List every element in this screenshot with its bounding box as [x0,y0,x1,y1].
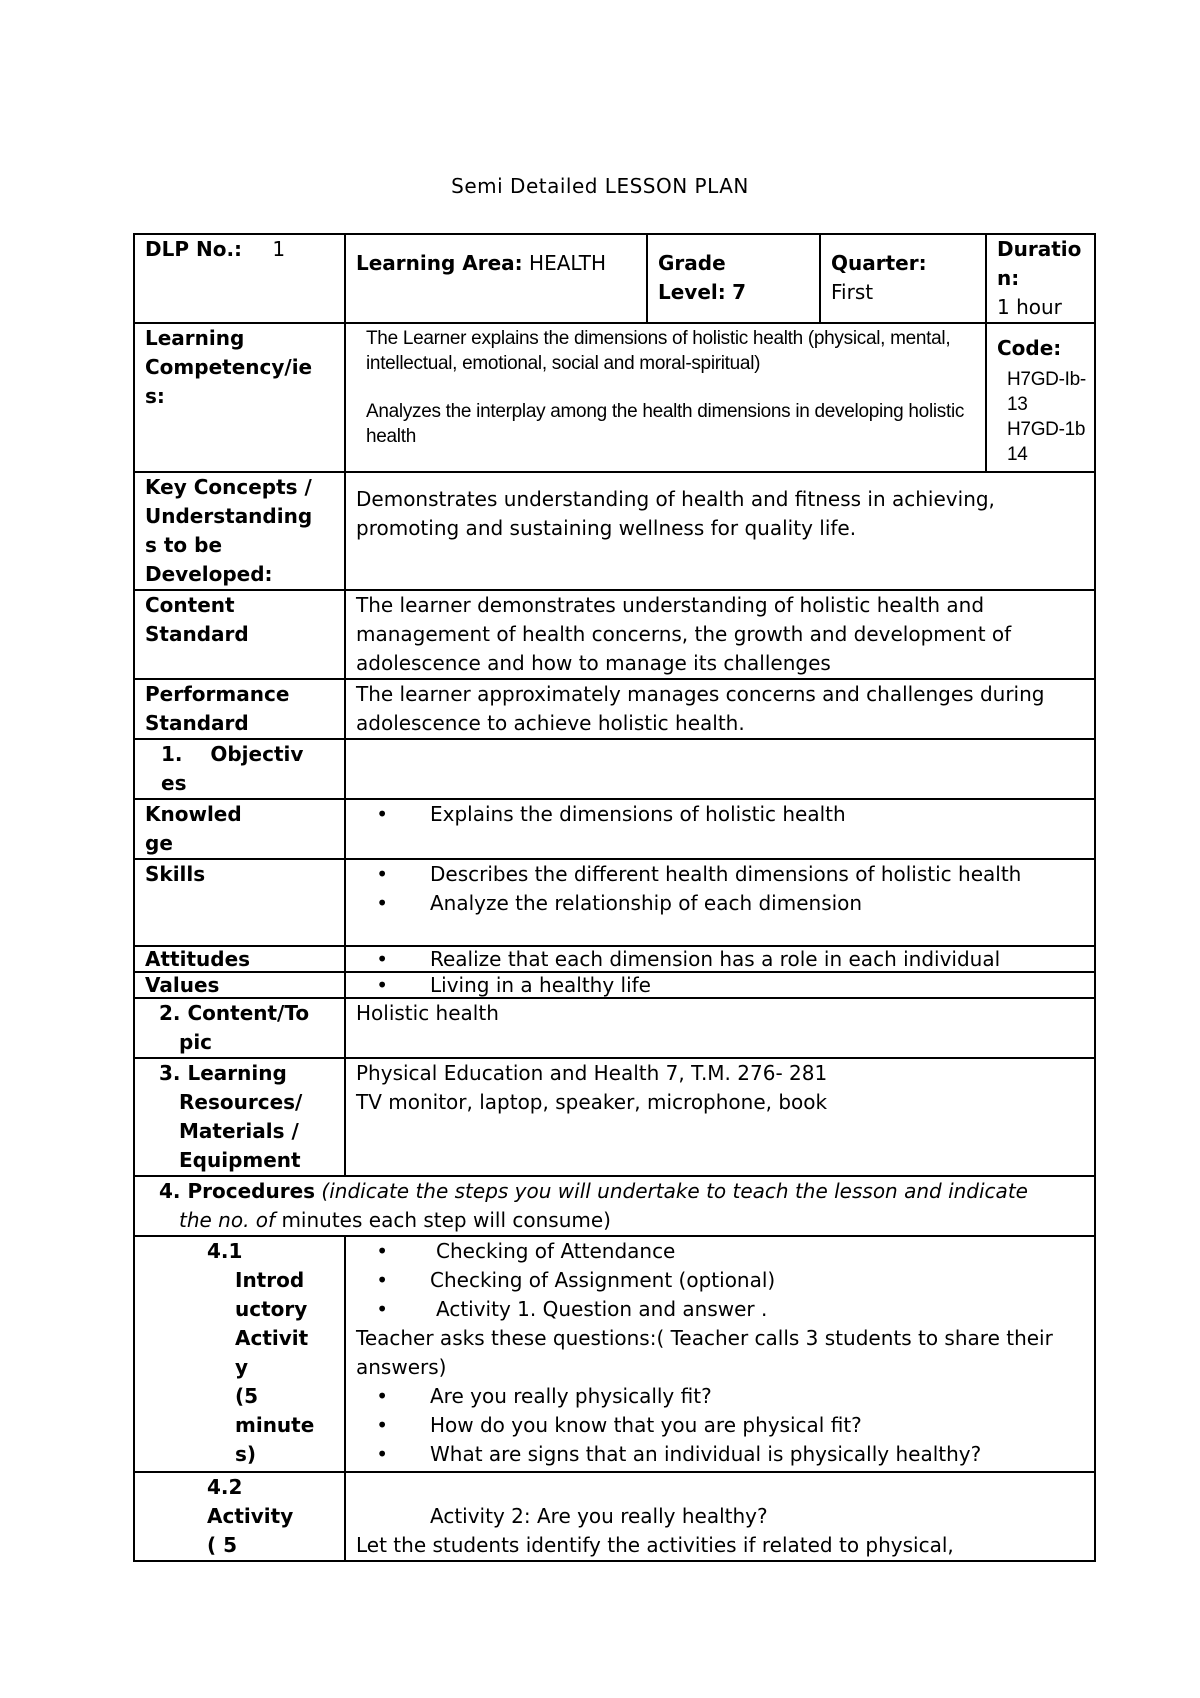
performance-standard-label [134,679,345,739]
competency-text-cell [345,323,986,472]
resources-row [134,1058,1095,1176]
dlp-label: DLP No.: [145,237,243,261]
activity-title: Activity 2: Are you really healthy? [430,1504,768,1528]
list-item: • What are signs that an individual is physically healthy? [356,1440,1084,1469]
content-topic-row [134,998,1095,1058]
procedures-note-3: minutes each step will consume) [275,1208,611,1232]
list-item: • Explains the dimensions of holistic health [356,800,1084,829]
learning-area-label: Learning Area: [356,251,523,275]
resources-label-line: Equipment [179,1148,301,1172]
objectives-label-line: 1. Objectiv [161,742,304,766]
list-item: • Living in a healthy life [356,973,1084,997]
activity-label-line: 4.2 [207,1475,243,1499]
duration-label-2: n: [997,266,1020,290]
dlp-cell [134,234,345,323]
competency-text-2: Analyzes the interplay among the health dimensions in developing holistic health [366,401,965,447]
resources-text-2: TV monitor, laptop, speaker, microphone, book [356,1090,828,1114]
header-row [134,234,1095,323]
intro-label-line: y [235,1355,249,1379]
resources-label [134,1058,345,1176]
intro-label-line: (5 [235,1384,259,1408]
key-concepts-text: Demonstrates understanding of health and fitness in achieving, promoting and sustaining wellness for quality life. [345,472,1095,590]
values-label: Values [134,972,345,998]
grade-cell [647,234,820,323]
knowledge-label-line: Knowled [145,802,242,826]
intro-cell [345,1236,1095,1472]
list-item: • Realize that each dimension has a role in each individual [356,947,1084,971]
quarter-label: Quarter: [831,251,927,275]
duration-cell [986,234,1095,323]
values-cell [345,972,1095,998]
objectives-label-line: es [161,771,187,795]
activity-text: Let the students identify the activities if related to physical, [356,1533,954,1557]
content-standard-text: The learner demonstrates understanding of holistic health and management of health concerns, the growth and development of adolescence and how to manage its challenges [345,590,1095,679]
content-standard-label-line: Standard [145,622,249,646]
competency-label [134,323,345,472]
key-concepts-label-line: s to be [145,533,223,557]
competency-label-line: Competency/ie [145,355,313,379]
skills-label: Skills [134,859,345,946]
intro-label-line: Activit [235,1326,309,1350]
activity-label [134,1472,345,1561]
activity-row [134,1472,1095,1561]
quarter-value: First [831,280,874,304]
resources-text [345,1058,1095,1176]
learning-area-cell [345,234,647,323]
intro-label-line: s) [235,1442,257,1466]
grade-value: 7 [732,280,747,304]
lesson-plan-table [133,233,1096,1562]
activity-label-line: ( 5 [207,1533,238,1557]
resources-label-line: Resources/ [179,1090,303,1114]
intro-label-line: Introd [235,1268,305,1292]
content-topic-label-line: pic [179,1030,213,1054]
attitudes-label: Attitudes [134,946,345,972]
code-2-cont: 14 [1007,444,1028,465]
activity-cell [345,1472,1095,1561]
code-1-cont: 13 [1007,394,1028,415]
quarter-cell [820,234,986,323]
procedures-note-2: the no. of [179,1208,276,1232]
intro-row [134,1236,1095,1472]
procedures-row [134,1176,1095,1236]
knowledge-cell [345,799,1095,859]
procedures-label: 4. Procedures [159,1179,316,1203]
content-topic-label [134,998,345,1058]
code-1: H7GD-Ib- [1007,369,1086,390]
intro-teacher-text: Teacher asks these questions:( Teacher calls 3 students to share their answers) [356,1326,1053,1379]
attitudes-cell [345,946,1095,972]
procedures-cell [134,1176,1095,1236]
intro-label [134,1236,345,1472]
values-row [134,972,1095,998]
knowledge-label-line: ge [145,831,173,855]
code-label: Code: [997,336,1062,360]
competency-label-line: Learning [145,326,245,350]
content-topic-label-line: 2. Content/To [159,1001,310,1025]
skills-cell [345,859,1095,946]
activity-label-line: Activity [207,1504,294,1528]
procedures-note: (indicate the steps you will undertake to teach the lesson and indicate [321,1179,1028,1203]
knowledge-label [134,799,345,859]
resources-text-1: Physical Education and Health 7, T.M. 276- 281 [356,1061,828,1085]
content-topic-text: Holistic health [345,998,1095,1058]
code-2: H7GD-1b [1007,419,1086,440]
intro-label-line: uctory [235,1297,308,1321]
key-concepts-label-line: Understanding [145,504,313,528]
resources-label-line: 3. Learning [159,1061,287,1085]
content-standard-row [134,590,1095,679]
list-item: • Activity 1. Question and answer . [356,1295,1084,1324]
competency-row [134,323,1095,472]
list-item: • How do you know that you are physical fit? [356,1411,1084,1440]
key-concepts-row [134,472,1095,590]
code-cell [986,323,1095,472]
resources-label-line: Materials / [179,1119,299,1143]
list-item: • Checking of Assignment (optional) [356,1266,1084,1295]
list-item: • Checking of Attendance [356,1237,1084,1266]
list-item: • Describes the different health dimensions of holistic health [356,860,1084,889]
list-item: • Analyze the relationship of each dimension [356,889,1084,918]
duration-value: 1 hour [997,295,1062,319]
attitudes-row [134,946,1095,972]
competency-text-1: The Learner explains the dimensions of holistic health (physical, mental, intellectual, emotional, social and moral-spiritual) [366,328,951,374]
page-title: Semi Detailed LESSON PLAN [451,174,749,198]
intro-label-line: 4.1 [207,1239,243,1263]
competency-label-line: s: [145,384,165,408]
list-item: • Are you really physically fit? [356,1382,1084,1411]
intro-label-line: minute [235,1413,315,1437]
key-concepts-label-line: Key Concepts / [145,475,312,499]
learning-area-value: HEALTH [529,251,607,275]
grade-label-2: Level: [658,280,726,304]
performance-standard-label-line: Standard [145,711,249,735]
duration-label: Duratio [997,237,1082,261]
objectives-row [134,739,1095,799]
objectives-empty [345,739,1095,799]
content-standard-label [134,590,345,679]
knowledge-row [134,799,1095,859]
dlp-value: 1 [272,237,286,261]
key-concepts-label [134,472,345,590]
performance-standard-label-line: Performance [145,682,290,706]
key-concepts-label-line: Developed: [145,562,273,586]
objectives-label [134,739,345,799]
performance-standard-row [134,679,1095,739]
skills-row [134,859,1095,946]
content-standard-label-line: Content [145,593,235,617]
performance-standard-text: The learner approximately manages concerns and challenges during adolescence to achieve holistic health. [345,679,1095,739]
grade-label: Grade [658,251,726,275]
